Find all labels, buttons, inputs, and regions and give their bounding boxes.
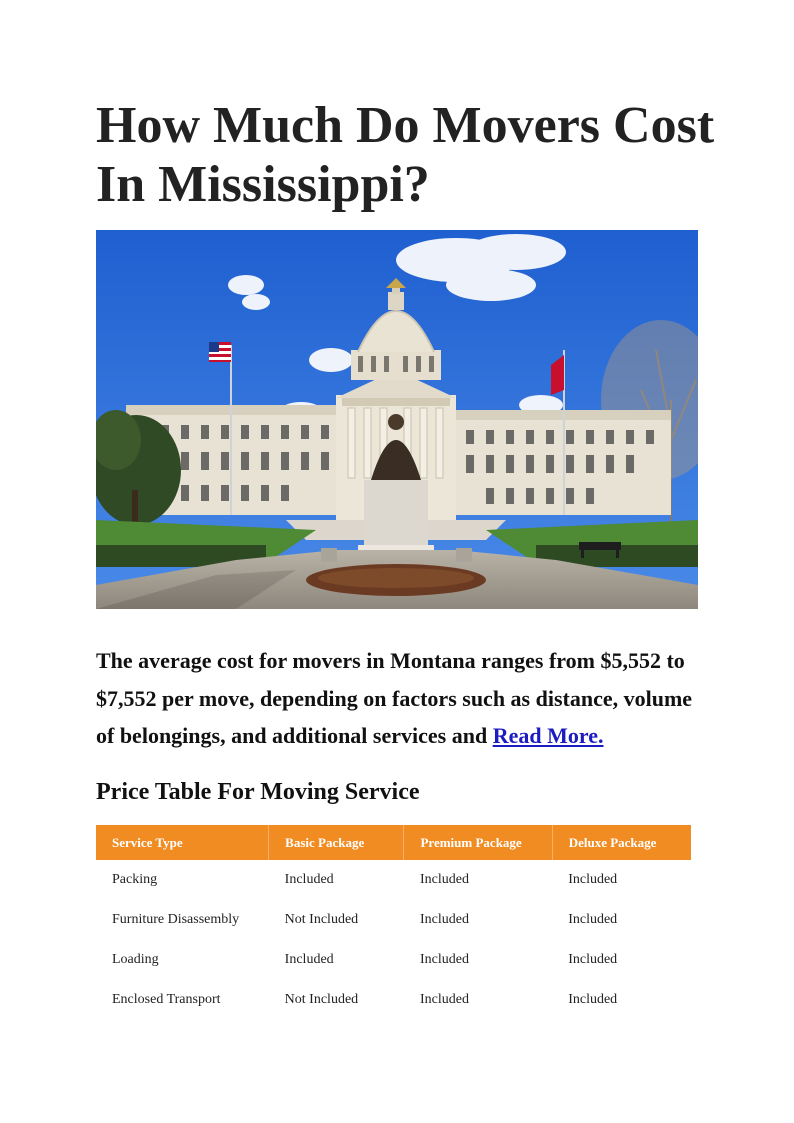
table-cell: Loading xyxy=(112,952,159,967)
table-cell: Included xyxy=(568,992,618,1007)
title-line-2: In Mississippi? xyxy=(96,156,430,213)
table-cell: Furniture Disassembly xyxy=(112,912,240,927)
price-table xyxy=(96,825,691,1020)
table-cell: Included xyxy=(419,952,469,967)
table-cell: Included xyxy=(419,992,469,1007)
table-cell: Not Included xyxy=(284,912,359,927)
price-table-heading: Price Table For Moving Service xyxy=(96,779,420,805)
table-cell: Included xyxy=(568,872,618,887)
column-header-basic-package: Basic Package xyxy=(269,825,404,860)
table-cell: Included xyxy=(568,912,618,927)
capitol-building-photo xyxy=(96,230,698,609)
table-cell: Included xyxy=(284,952,334,967)
table-cell: Included xyxy=(419,912,469,927)
title-line-1: How Much Do Movers Cost xyxy=(96,97,715,154)
table-cell: Enclosed Transport xyxy=(112,992,221,1007)
page-title xyxy=(96,96,716,214)
column-header-premium-package: Premium Package xyxy=(404,825,552,860)
column-header-deluxe-package: Deluxe Package xyxy=(552,825,691,860)
table-cell: Packing xyxy=(112,872,158,887)
lead-text: The average cost for movers in Montana ranges from $5,552 to $7,552 per move, depending on factors such as distance, volume of belongings, and additional services and xyxy=(96,648,693,748)
read-more-link[interactable]: Read More. xyxy=(492,723,604,748)
table-row xyxy=(96,900,691,940)
table-cell: Included xyxy=(419,872,469,887)
table-cell: Not Included xyxy=(284,992,359,1007)
lead-paragraph xyxy=(96,642,706,755)
table-cell: Included xyxy=(284,872,334,887)
table-row xyxy=(96,940,691,980)
price-table-header xyxy=(96,825,691,860)
table-row xyxy=(96,980,691,1020)
table-row xyxy=(96,860,691,900)
table-cell: Included xyxy=(568,952,618,967)
column-header-service-type: Service Type xyxy=(96,825,269,860)
price-table-header-row xyxy=(96,825,691,860)
price-table-body xyxy=(96,860,691,1020)
